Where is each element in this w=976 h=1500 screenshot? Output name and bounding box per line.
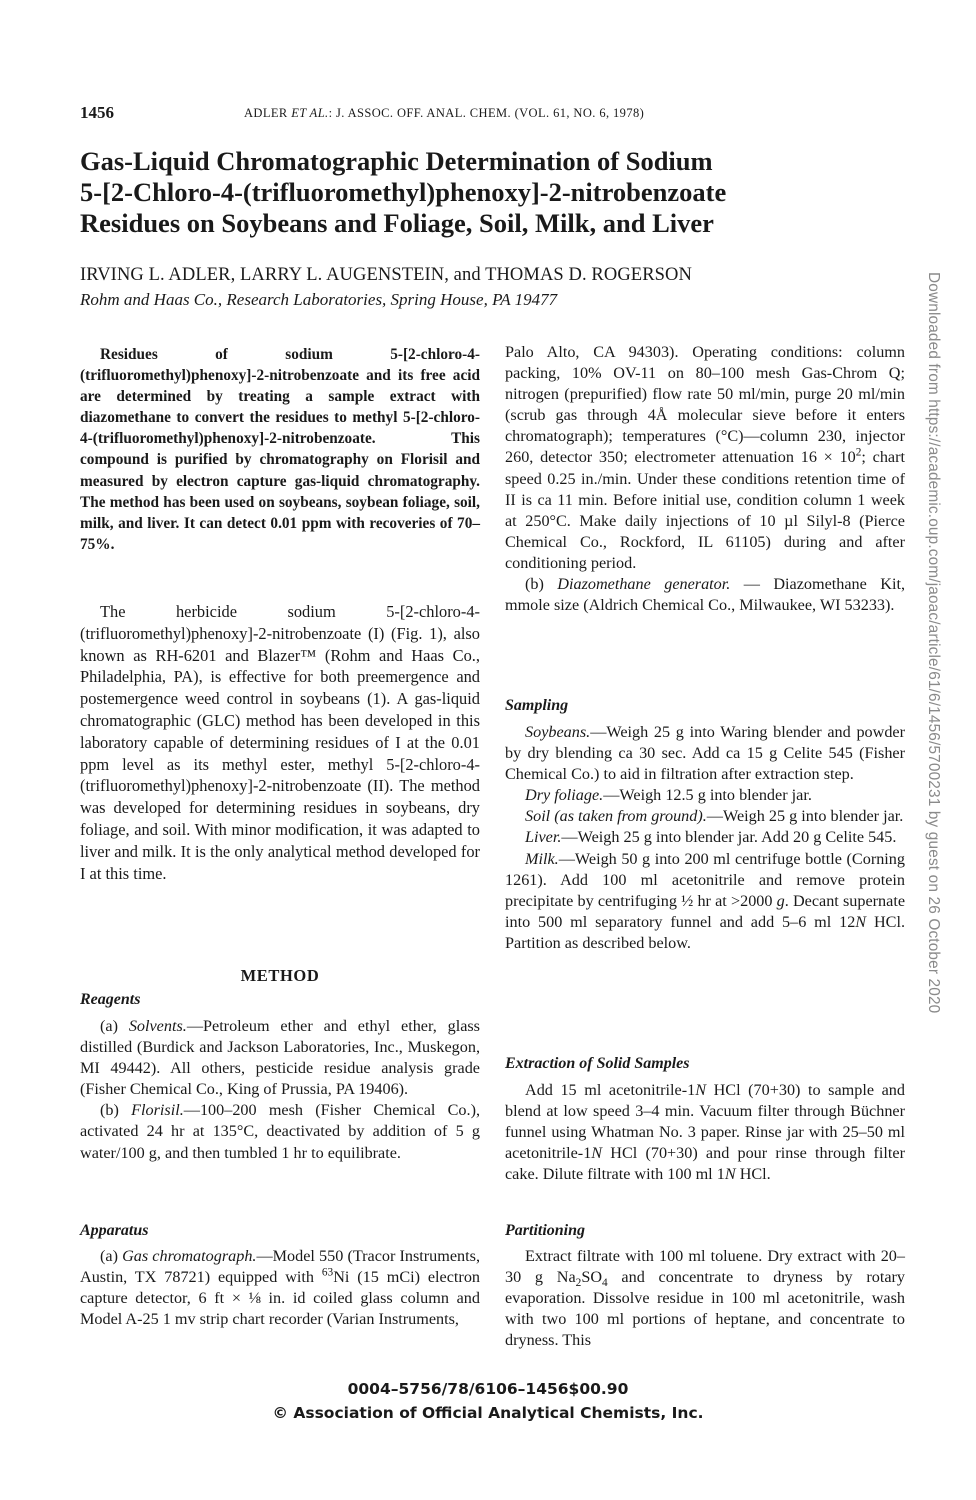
apparatus-b-term: Diazomethane generator.	[557, 575, 731, 594]
apparatus-a-cont1: Palo Alto, CA 94303). Operating conditions: column packing, 10% OV-11 on 80–100 mesh Gas-Chrom Q; nitrogen (prepurified) flow rate 50 ml/min, purge 20 ml/min (scrub gas through 4Å molecular sieve before it enters chromatograph); temperatures (°C)—column 230, injector 260, detector 350; electrometer attenuation 16 × 10	[505, 343, 905, 467]
extraction-t1: Add 15 ml acetonitrile-1	[525, 1081, 696, 1099]
attenuation-superscript: 2	[855, 447, 862, 460]
dry-foliage-text: —Weigh 12.5 g into blender jar.	[603, 786, 812, 805]
extraction-t4: HCl.	[735, 1165, 771, 1184]
reagent-b	[80, 1100, 480, 1163]
reagent-b-label: (b)	[100, 1101, 132, 1120]
extraction-n2: N	[591, 1144, 603, 1163]
partitioning-t2: SO	[581, 1268, 603, 1287]
partitioning-heading: Partitioning	[505, 1222, 586, 1239]
soybeans-text: —Weigh 25 g into Waring blender and powder by dry blending ca 30 sec. Add ca 15 g Celite 545 (Fisher Chemical Co.) to aid in filtration after extraction step.	[505, 723, 905, 784]
apparatus-a-term: Gas chromatograph.	[122, 1247, 257, 1265]
sampling-soybeans	[505, 722, 905, 785]
reagent-b-term: Florisil.	[131, 1101, 184, 1120]
download-watermark: Downloaded from https://academic.oup.com/jaoac/article/61/6/1456/5700231 by guest on 26 October 2020	[925, 272, 942, 1014]
sampling-milk	[505, 849, 905, 954]
milk-g: g	[776, 891, 785, 910]
soil-text: —Weigh 25 g into blender jar.	[706, 807, 904, 826]
milk-term: Milk.	[525, 849, 559, 868]
article-title	[80, 146, 880, 239]
page-number: 1456	[80, 103, 114, 122]
sampling-soil	[505, 806, 905, 827]
reagent-a	[80, 1016, 480, 1100]
isotope-superscript: 63	[321, 1266, 334, 1279]
apparatus-a-right	[505, 342, 905, 616]
title-line-1: Gas-Liquid Chromatographic Determination of Sodium	[80, 146, 713, 176]
title-line-3: Residues on Soybeans and Foliage, Soil, Milk, and Liver	[80, 208, 714, 238]
apparatus-heading: Apparatus	[80, 1222, 149, 1239]
partitioning-sub1: 2	[575, 1277, 582, 1290]
soybeans-term: Soybeans.	[525, 723, 591, 741]
apparatus-a-left	[80, 1246, 480, 1330]
partitioning-sub2: 4	[602, 1277, 608, 1290]
reagent-a-term: Solvents.	[128, 1017, 187, 1035]
extraction-n3: N	[724, 1165, 736, 1184]
milk-text1: —Weigh 50 g into 200 ml centrifuge bottle (Corning 1261). Add 100 ml acetonitrile and remove protein precipitate by centrifuging ½ hr at >2000	[505, 849, 905, 910]
introduction: The herbicide sodium 5-[2-chloro-4-(trifluoromethyl)phenoxy]-2-nitrobenzoate (I) (Fig. 1), also known as RH-6201 and Blazer™ (Rohm and Haas Co., Philadelphia, PA), is effective for both preemergence and postemergence weed control in soybeans (1). A gas-liquid chromatographic (GLC) method has been developed in this laboratory capable of determining residues of I at the 0.01 ppm level as its methyl ester, methyl 5-[2-chloro-4-(trifluoromethyl)phenoxy]-2-nitrobenzoate (II). The method was developed for determining residues in soybeans, dry foliage, and soil. With minor modification, it was adapted to liver and milk. It is the only analytical method developed for I at this time.	[80, 602, 480, 883]
reagent-a-text: —Petroleum ether and ethyl ether, glass distilled (Burdick and Jackson Laboratories, Inc., Muskegon, MI 49442). All others, pesticide residue analysis grade (Fisher Chemical Co., King of Prussia, PA 19406).	[80, 1017, 480, 1099]
apparatus-a-text2: Ni (15 mCi) electron capture detector, 6 ft × ⅛ in. id coiled glass column and Model A-25 1 mv strip chart recorder (Varian Instruments,	[80, 1268, 481, 1329]
running-head-etal: ET AL.	[291, 106, 329, 120]
authors: IRVING L. ADLER, LARRY L. AUGENSTEIN, and THOMAS D. ROGERSON	[80, 265, 692, 285]
apparatus-b	[505, 574, 905, 616]
milk-normality: N	[855, 912, 867, 931]
soil-term: Soil (as taken from ground).	[525, 807, 707, 826]
extraction-n1: N	[695, 1081, 706, 1099]
liver-text: —Weigh 25 g into blender jar. Add 20 g Celite 545.	[561, 828, 897, 847]
extraction-t3: HCl (70+30) and pour rinse through filter cake. Dilute filtrate with 100 ml 1	[505, 1144, 905, 1184]
reagents-section	[80, 1016, 480, 1164]
partitioning-section	[505, 1246, 905, 1351]
partitioning-t3: and concentrate to dryness by rotary evaporation. Dissolve residue in 100 ml acetonitrile, wash with two 100 ml portions of heptane, and concentrate to dryness. This	[505, 1268, 905, 1350]
affiliation: Rohm and Haas Co., Research Laboratories, Spring House, PA 19477	[80, 290, 558, 309]
sampling-liver	[505, 827, 905, 848]
milk-text2: . Decant supernate into 500 ml separatory funnel and add 5–6 ml 12	[505, 891, 906, 931]
footer-code: 0004–5756/78/6106–1456$00.90	[347, 1380, 629, 1398]
running-head-post: : J. ASSOC. OFF. ANAL. CHEM. (VOL. 61, NO. 6, 1978)	[328, 106, 645, 120]
title-line-2: 5-[2-Chloro-4-(trifluoromethyl)phenoxy]-2-nitrobenzoate	[80, 177, 727, 207]
apparatus-b-label: (b)	[525, 575, 558, 594]
apparatus-a-text1: —Model 550 (Tracor Instruments, Austin, TX 78721) equipped with	[80, 1247, 480, 1287]
reagent-b-text: —100–200 mesh (Fisher Chemical Co.), activated 24 hr at 135°C, deactivated by addition of 5 g water/100 g, and then tumbled 1 hr to equilibrate.	[80, 1101, 481, 1162]
reagent-a-label: (a)	[100, 1017, 129, 1035]
apparatus-a-label: (a)	[100, 1247, 123, 1265]
sampling-dry-foliage	[505, 785, 905, 806]
partitioning-t1: Extract filtrate with 100 ml toluene. Dry extract with 20–30 g Na	[505, 1247, 905, 1287]
footer-copyright: © Association of Official Analytical Chemists, Inc.	[272, 1404, 704, 1422]
running-head-pre: ADLER	[244, 106, 292, 120]
extraction-t2: HCl (70+30) to sample and blend at low speed 3–4 min. Vacuum filter through Büchner funnel using Whatman No. 3 paper. Rinse jar with 25–50 ml acetonitrile-1	[505, 1081, 905, 1163]
sampling-heading: Sampling	[505, 697, 569, 714]
reagents-heading: Reagents	[80, 991, 141, 1008]
running-head	[244, 106, 644, 121]
extraction-heading: Extraction of Solid Samples	[505, 1055, 690, 1072]
liver-term: Liver.	[525, 828, 562, 847]
extraction-section	[505, 1080, 905, 1185]
abstract: Residues of sodium 5-[2-chloro-4-(trifluoromethyl)phenoxy]-2-nitrobenzoate and its free acid are determined by treating a sample extract with diazomethane to convert the residues to methyl 5-[2-chloro-4-(trifluoromethyl)phenoxy]-2-nitrobenzoate. This compound is purified by chromatography on Florisil and measured by electron capture gas-liquid chromatography. The method has been used on soybeans, soybean foliage, soil, milk, and liver. It can detect 0.01 ppm with recoveries of 70–75%.	[80, 346, 480, 553]
apparatus-b-text: — Diazomethane Kit, mmole size (Aldrich Chemical Co., Milwaukee, WI 53233).	[505, 575, 905, 615]
milk-text3: HCl. Partition as described below.	[505, 912, 905, 952]
apparatus-a-cont2: ; chart speed 0.25 in./min. Under these conditions retention time of II is ca 11 min. Before initial use, condition column 1 week at 250°C. Make daily injections of 10 µl Silyl-8 (Pierce Chemical Co., Rockford, IL 61105) during and after conditioning period.	[505, 448, 905, 572]
method-heading: METHOD	[240, 966, 320, 985]
dry-foliage-term: Dry foliage.	[525, 786, 604, 805]
sampling-section	[505, 722, 905, 954]
